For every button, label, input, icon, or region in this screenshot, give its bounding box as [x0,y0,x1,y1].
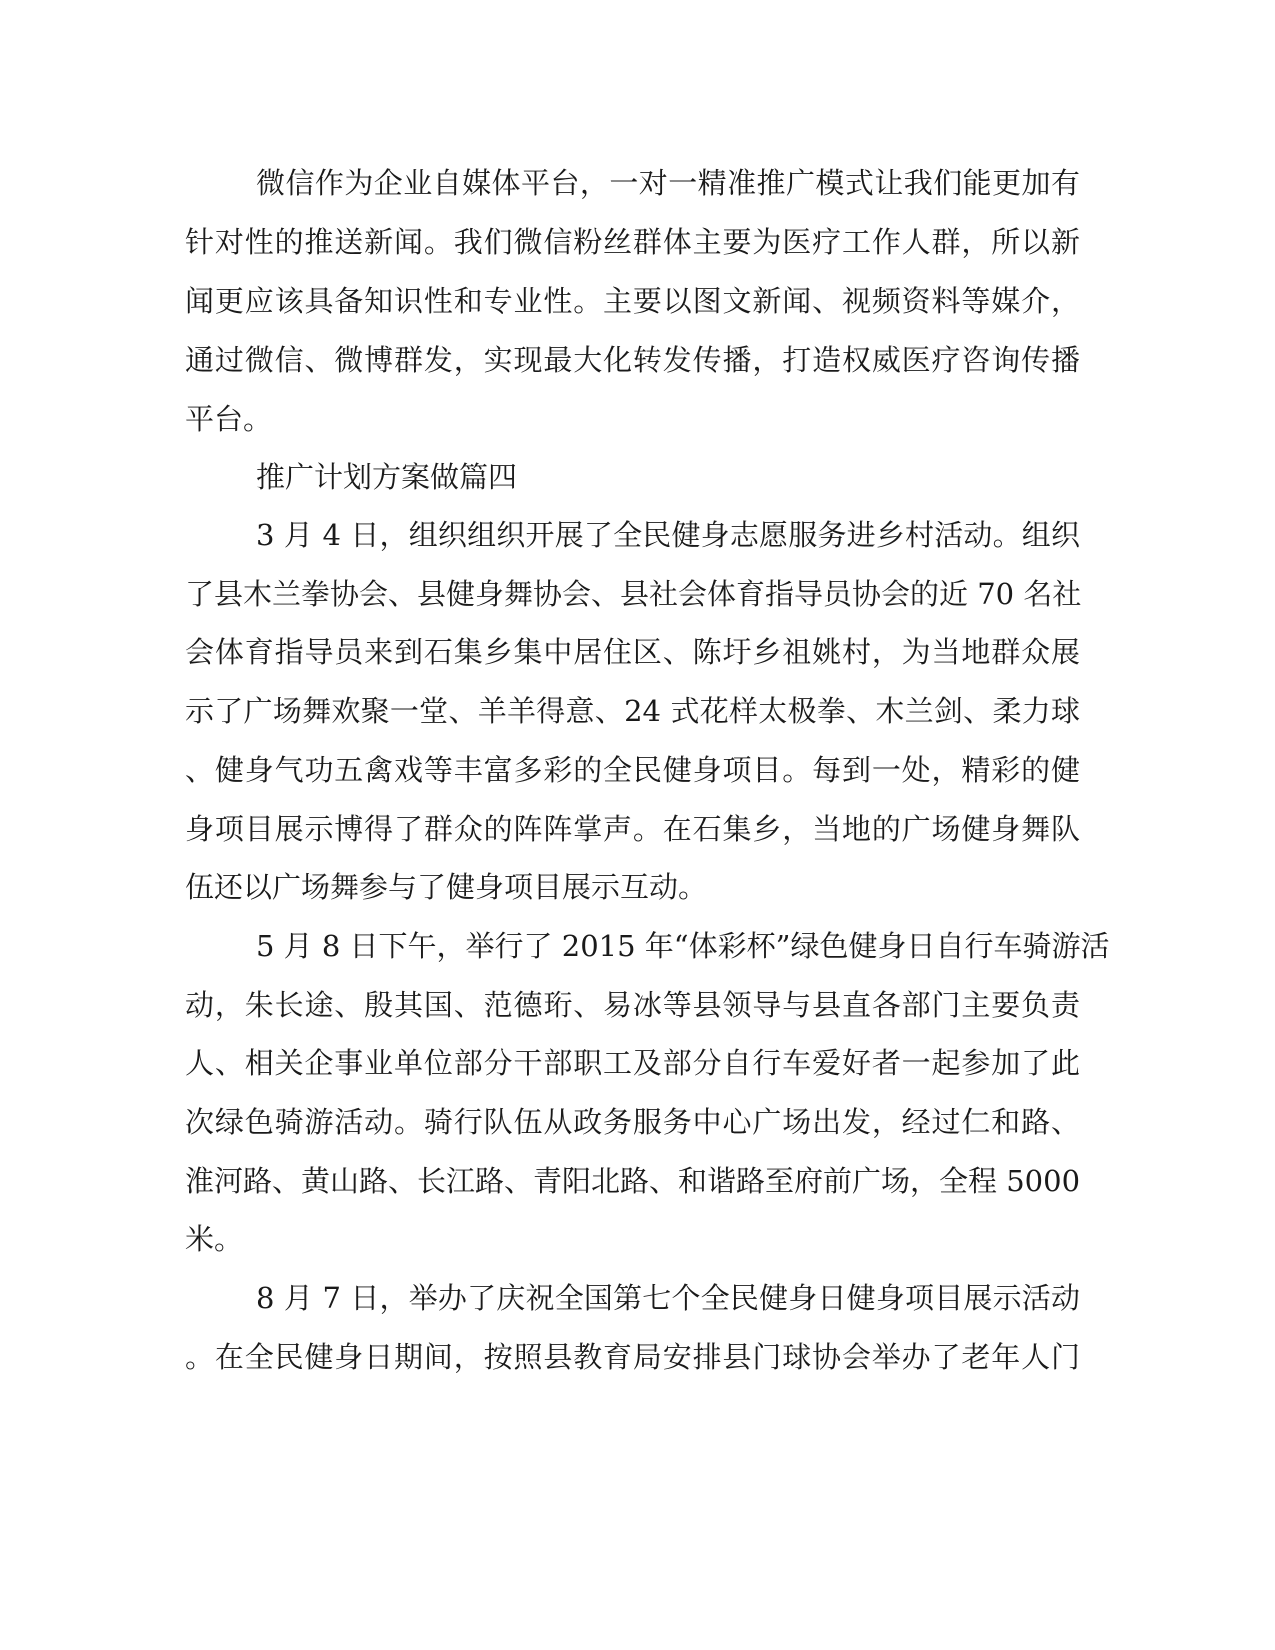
paragraph-3-line-4: 次绿色骑游活动。骑行队伍从政务服务中心广场出发，经过仁和路、 [185,1105,1080,1139]
paragraph-2-line-2: 了县木兰拳协会、县健身舞协会、县社会体育指导员协会的近 70 名社 [185,577,1082,611]
paragraph-3-line-2: 动，朱长途、殷其国、范德珩、易冰等县领导与县直各部门主要负责 [185,988,1080,1022]
paragraph-4-line-2: 。在全民健身日期间，按照县教育局安排县门球协会举办了老年人门 [185,1340,1080,1374]
paragraph-1-line-3: 闻更应该具备知识性和专业性。主要以图文新闻、视频资料等媒介， [185,284,1080,318]
paragraph-3-line-6: 米。 [185,1222,244,1256]
paragraph-3-line-5: 淮河路、黄山路、长江路、青阳北路、和谐路至府前广场，全程 5000 [185,1164,1081,1198]
paragraph-1-line-1: 微信作为企业自媒体平台，一对一精准推广模式让我们能更加有 [256,166,1080,200]
paragraph-2-line-7: 伍还以广场舞参与了健身项目展示互动。 [185,870,708,904]
paragraph-2-line-3: 会体育指导员来到石集乡集中居住区、陈圩乡祖姚村，为当地群众展 [185,635,1080,669]
paragraph-1-line-4: 通过微信、微博群发，实现最大化转发传播，打造权威医疗咨询传播 [185,343,1080,377]
section-heading: 推广计划方案做篇四 [256,460,518,494]
paragraph-2-line-5: 、健身气功五禽戏等丰富多彩的全民健身项目。每到一处，精彩的健 [185,753,1080,787]
paragraph-3-line-3: 人、相关企事业单位部分干部职工及部分自行车爱好者一起参加了此 [185,1046,1080,1080]
paragraph-2-line-4: 示了广场舞欢聚一堂、羊羊得意、24 式花样太极拳、木兰剑、柔力球 [185,694,1080,728]
paragraph-2-line-6: 身项目展示博得了群众的阵阵掌声。在石集乡，当地的广场健身舞队 [185,812,1080,846]
paragraph-1-line-2: 针对性的推送新闻。我们微信粉丝群体主要为医疗工作人群，所以新 [185,225,1080,259]
paragraph-2-line-1: 3 月 4 日，组织组织开展了全民健身志愿服务进乡村活动。组织 [256,518,1080,552]
paragraph-4-line-1: 8 月 7 日，举办了庆祝全国第七个全民健身日健身项目展示活动 [256,1281,1080,1315]
paragraph-1-line-5: 平台。 [185,402,273,436]
paragraph-3-line-1: 5 月 8 日下午，举行了 2015 年“体彩杯”绿色健身日自行车骑游活 [256,929,1110,963]
